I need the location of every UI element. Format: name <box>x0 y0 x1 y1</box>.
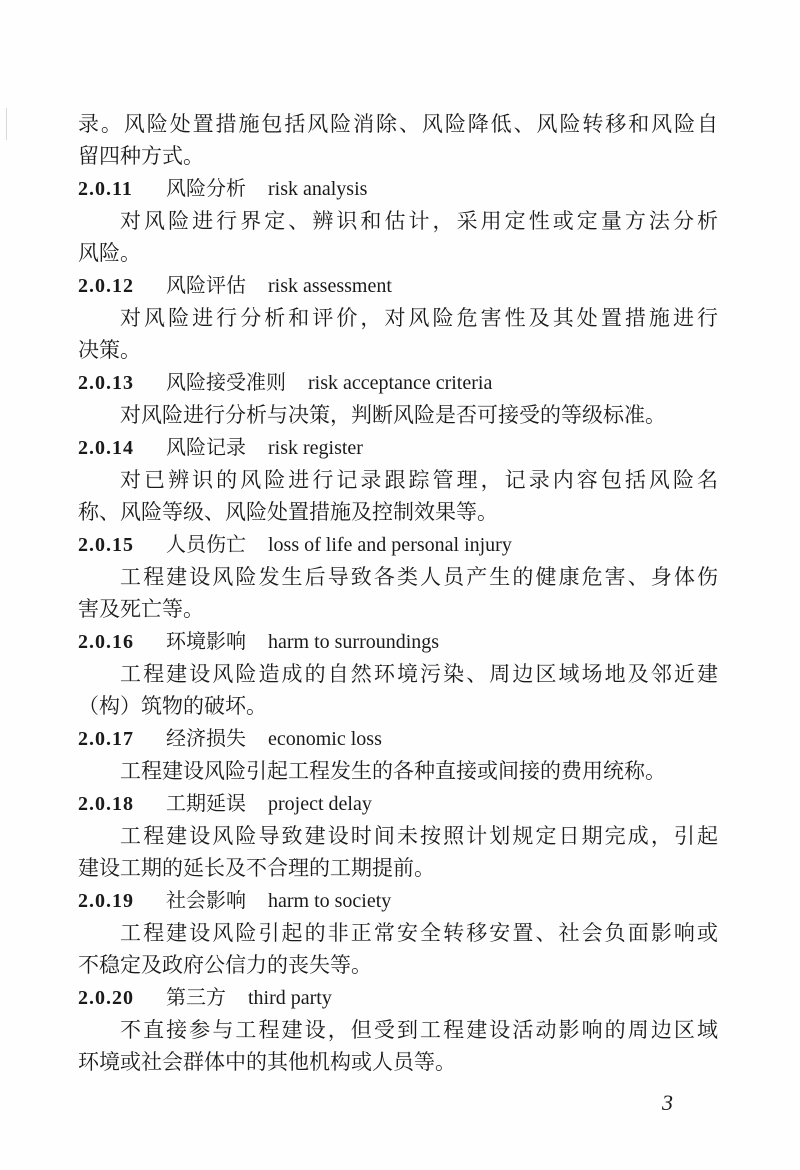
term-number: 2.0.19 <box>78 890 134 912</box>
term-heading <box>78 172 718 205</box>
term-english: risk acceptance criteria <box>308 372 493 394</box>
term-definition-line: 风险。 <box>78 241 141 265</box>
term-english: loss of life and personal injury <box>268 534 512 556</box>
term-chinese: 风险记录 <box>166 435 246 459</box>
term-chinese: 风险接受准则 <box>166 370 286 394</box>
intro-line-1: 录。风险处置措施包括风险消除、风险降低、风险转移和风险自 <box>78 112 718 136</box>
term-definition-line: 环境或社会群体中的其他机构或人员等。 <box>78 1050 456 1074</box>
term-english: economic loss <box>268 728 382 750</box>
term-number: 2.0.11 <box>78 178 133 200</box>
term-number: 2.0.20 <box>78 987 134 1009</box>
term-heading <box>78 431 718 464</box>
term-definition-line: 工程建设风险造成的自然环境污染、周边区域场地及邻近建 <box>120 662 718 686</box>
page-edge-mark <box>6 108 7 140</box>
term-number: 2.0.12 <box>78 275 134 297</box>
term-chinese: 人员伤亡 <box>166 532 246 556</box>
term-number: 2.0.13 <box>78 372 134 394</box>
term-definition-line: 工程建设风险引起的非正常安全转移安置、社会负面影响或 <box>120 921 718 945</box>
term-english: risk register <box>268 437 363 459</box>
term-definition-line: 对风险进行界定、辨识和估计，采用定性或定量方法分析 <box>120 209 718 233</box>
term-definition-line: 害及死亡等。 <box>78 597 204 621</box>
term-number: 2.0.15 <box>78 534 134 556</box>
term-english: risk assessment <box>268 275 392 297</box>
term-heading <box>78 269 718 302</box>
term-english: harm to society <box>268 890 392 912</box>
document-body <box>78 108 718 1078</box>
term-chinese: 经济损失 <box>166 726 246 750</box>
term-heading <box>78 528 718 561</box>
term-definition-line: （构）筑物的破坏。 <box>78 694 267 718</box>
term-heading <box>78 884 718 917</box>
term-definition-line: 对风险进行分析与决策，判断风险是否可接受的等级标准。 <box>120 403 666 427</box>
term-definition-line: 称、风险等级、风险处置措施及控制效果等。 <box>78 500 498 524</box>
term-chinese: 风险分析 <box>166 176 246 200</box>
term-heading <box>78 722 718 755</box>
term-english: third party <box>248 987 332 1009</box>
page-number: 3 <box>662 1090 673 1115</box>
term-heading <box>78 366 718 399</box>
term-definition-line: 工程建设风险导致建设时间未按照计划规定日期完成，引起 <box>120 824 718 848</box>
term-number: 2.0.18 <box>78 793 134 815</box>
term-definition-line: 建设工期的延长及不合理的工期提前。 <box>78 856 435 880</box>
term-definition-line: 工程建设风险发生后导致各类人员产生的健康危害、身体伤 <box>120 565 718 589</box>
term-chinese: 工期延误 <box>166 791 246 815</box>
term-heading <box>78 625 718 658</box>
term-number: 2.0.14 <box>78 437 134 459</box>
term-heading <box>78 981 718 1014</box>
term-chinese: 社会影响 <box>166 888 246 912</box>
term-definition-line: 决策。 <box>78 338 141 362</box>
term-chinese: 环境影响 <box>166 629 246 653</box>
term-number: 2.0.17 <box>78 728 134 750</box>
term-english: risk analysis <box>268 178 368 200</box>
term-definition-line: 不稳定及政府公信力的丧失等。 <box>78 953 372 977</box>
term-english: harm to surroundings <box>268 631 440 653</box>
term-number: 2.0.16 <box>78 631 134 653</box>
term-definition-line: 对风险进行分析和评价，对风险危害性及其处置措施进行 <box>120 306 718 330</box>
term-chinese: 风险评估 <box>166 273 246 297</box>
term-definition-line: 工程建设风险引起工程发生的各种直接或间接的费用统称。 <box>120 759 666 783</box>
term-english: project delay <box>268 793 372 815</box>
intro-line-2: 留四种方式。 <box>78 144 204 168</box>
term-chinese: 第三方 <box>166 985 226 1009</box>
term-definition-line: 对已辨识的风险进行记录跟踪管理，记录内容包括风险名 <box>120 468 718 492</box>
term-heading <box>78 787 718 820</box>
term-definition-line: 不直接参与工程建设，但受到工程建设活动影响的周边区域 <box>120 1018 718 1042</box>
